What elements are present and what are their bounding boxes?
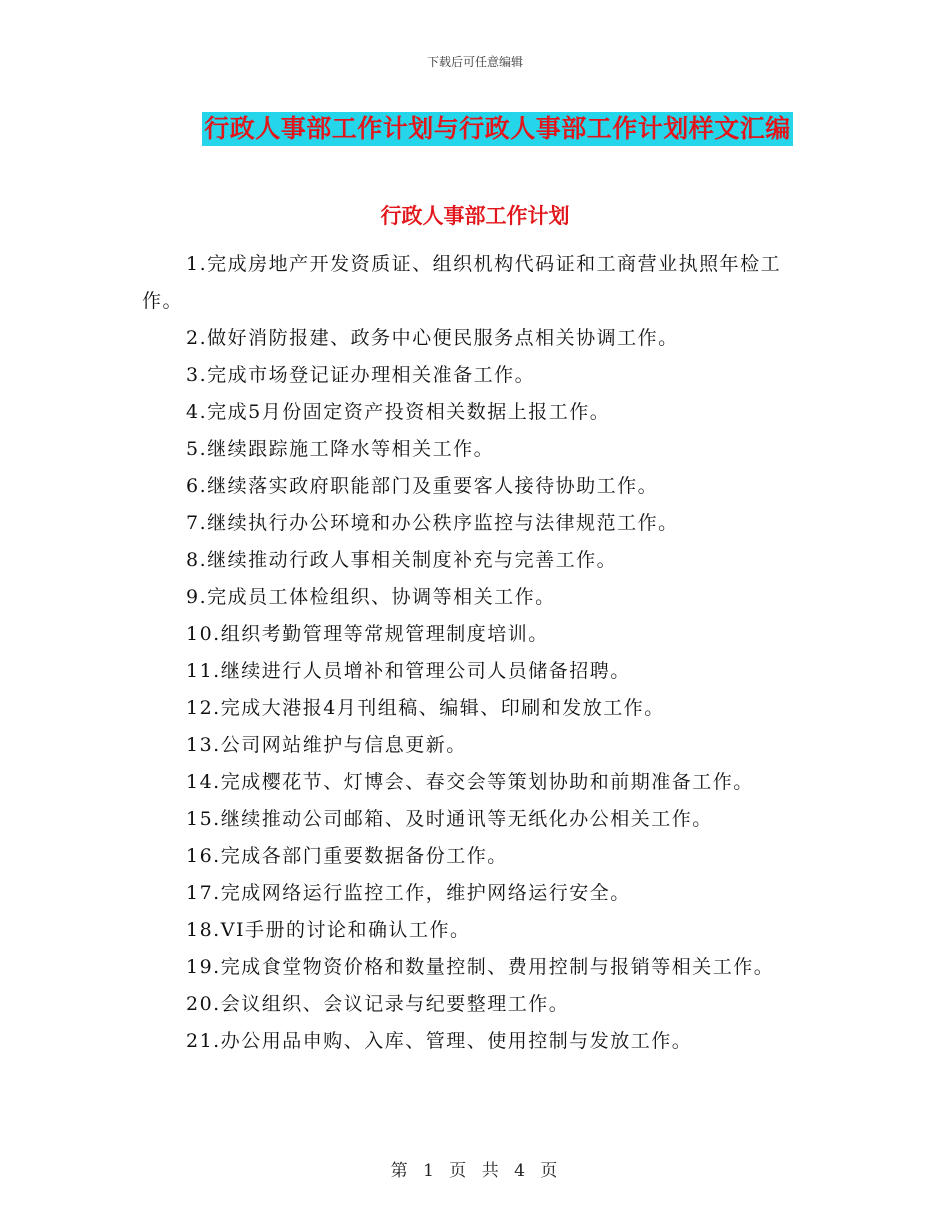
main-title-wrap (0, 112, 950, 146)
list-item: 11.继续进行人员增补和管理公司人员储备招聘。 (186, 660, 631, 682)
list-item: 21.办公用品申购、入库、管理、使用控制与发放工作。 (186, 1030, 693, 1052)
list-item: 1.完成房地产开发资质证、组织机构代码证和工商营业执照年检工作。 (142, 253, 782, 312)
list-item: 15.继续推动公司邮箱、及时通讯等无纸化办公相关工作。 (186, 808, 713, 830)
work-plan-list (142, 246, 812, 1060)
list-item: 10.组织考勤管理等常规管理制度培训。 (186, 623, 549, 645)
list-item: 5.继续跟踪施工降水等相关工作。 (186, 438, 495, 460)
list-item: 3.完成市场登记证办理相关准备工作。 (186, 364, 536, 386)
list-item: 8.继续推动行政人事相关制度补充与完善工作。 (186, 549, 618, 571)
header-note: 下载后可任意编辑 (426, 55, 523, 69)
section-title: 行政人事部工作计划 (380, 204, 570, 228)
list-item: 12.完成大港报4月刊组稿、编辑、印刷和发放工作。 (186, 697, 665, 719)
list-item: 18.VI手册的讨论和确认工作。 (186, 919, 471, 941)
list-item: 16.完成各部门重要数据备份工作。 (186, 845, 508, 867)
list-item: 2.做好消防报建、政务中心便民服务点相关协调工作。 (186, 327, 679, 349)
list-item: 19.完成食堂物资价格和数量控制、费用控制与报销等相关工作。 (186, 956, 775, 978)
list-item: 20.会议组织、会议记录与纪要整理工作。 (186, 993, 570, 1015)
list-item: 7.继续执行办公环境和办公秩序监控与法律规范工作。 (186, 512, 679, 534)
list-item: 4.完成5月份固定资产投资相关数据上报工作。 (186, 401, 611, 423)
list-item: 14.完成樱花节、灯博会、春交会等策划协助和前期准备工作。 (186, 771, 754, 793)
list-item: 6.继续落实政府职能部门及重要客人接待协助工作。 (186, 475, 659, 497)
page-footer: 第 1 页 共 4 页 (390, 1161, 560, 1181)
main-title: 行政人事部工作计划与行政人事部工作计划样文汇编 (202, 112, 793, 146)
list-item: 17.完成网络运行监控工作，维护网络运行安全。 (186, 882, 631, 904)
list-item: 9.完成员工体检组织、协调等相关工作。 (186, 586, 556, 608)
list-item: 13.公司网站维护与信息更新。 (186, 734, 467, 756)
